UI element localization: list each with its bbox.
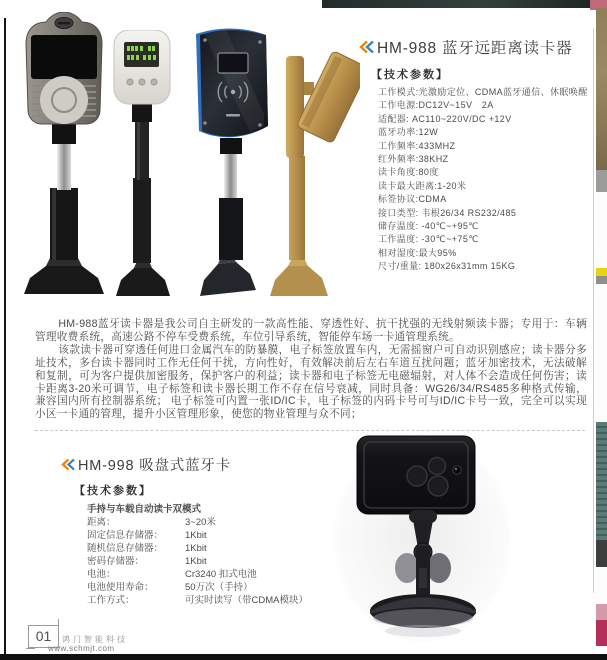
sliver-segment: [596, 192, 607, 268]
spec-value: 1Kbit: [185, 556, 207, 567]
spec-row: [87, 568, 350, 581]
product-gallery: [20, 8, 365, 298]
spec-row: [87, 529, 350, 542]
spec-value: 1Kbit: [185, 543, 207, 554]
spec-line: 尺寸/重量: 180x26x31mm 15KG: [378, 261, 516, 272]
hm988-description: [35, 318, 587, 421]
hm988-title-row: [358, 36, 593, 58]
spec-row: [87, 542, 350, 555]
product-intro-paragraph: HM-988蓝牙读卡器是我公司自主研发的一款高性能、穿透性好、抗干扰强的无线射频读卡器；专用于：车辆管理收费系统，高速公路不停车受费系统，车位引导系统，智能停车场一卡通管理系统。: [35, 318, 587, 343]
hm998-title-row: [60, 454, 350, 475]
double-chevron-icon: [60, 458, 75, 471]
hm998-params-heading: 【技术参数】: [74, 485, 152, 497]
spec-row: [87, 516, 350, 529]
photo-hm998-suction-card: [333, 428, 511, 642]
hm998-title: HM-998 吸盘式蓝牙卡: [78, 458, 231, 474]
sliver-segment: [596, 422, 607, 540]
spec-line: 标签协议:CDMA: [378, 194, 447, 205]
sliver-segment: [596, 604, 607, 620]
website-url: www.schmjt.com: [48, 644, 115, 653]
sliver-segment: [596, 620, 607, 646]
spec-value: 50万次（手持）: [185, 582, 253, 593]
spec-label: 随机信息存储器：: [87, 543, 164, 554]
spec-line: 工作电源:DC12V~15V 2A: [378, 100, 494, 111]
sliver-segment: [596, 567, 607, 604]
photo-hm988-reader-gray: [22, 12, 106, 296]
spec-label: 距离：: [87, 517, 116, 528]
spec-value: Cr3240 扣式电池: [185, 569, 257, 580]
sliver-segment: [596, 8, 607, 170]
hm988-params-heading: 【技术参数】: [371, 69, 449, 81]
sliver-segment: [596, 170, 607, 192]
spec-line: 工作频率:433MHZ: [378, 140, 456, 151]
spec-label: 电池使用寿命：: [87, 582, 154, 593]
hm998-section: [60, 454, 350, 607]
spec-line: 读卡角度:80度: [378, 167, 439, 178]
hm988-spec-list: [378, 86, 593, 274]
spec-line: 蓝牙功率:12W: [378, 127, 439, 138]
spec-label: 电池：: [87, 569, 116, 580]
company-name: 鸿门智能科技: [62, 635, 128, 644]
spec-label: 工作方式：: [87, 595, 135, 606]
photo-hm988-reader-gold: [268, 36, 360, 300]
spec-value: 可实时读写（带CDMA模块）: [185, 595, 308, 606]
double-chevron-icon: [358, 40, 374, 54]
page-number-box: 01: [28, 625, 59, 648]
spec-line: 工作温度: -30℃~+75℃: [378, 234, 479, 245]
spec-line: 读卡最大距离:1-20米: [378, 180, 467, 191]
photo-hm988-reader-white-display: [112, 30, 174, 298]
sliver-segment: [596, 284, 607, 422]
sliver-segment: [596, 268, 607, 276]
sliver-segment: [596, 540, 607, 567]
sliver-segment: [596, 276, 607, 284]
photo-hm988-reader-black-panel: [192, 26, 272, 300]
bottom-edge-rule: [0, 654, 607, 660]
spec-value: 3~20米: [185, 517, 216, 528]
hm998-spec-list: [87, 503, 350, 607]
spec-label: 固定信息存储器：: [87, 530, 164, 541]
spec-line: 适配器: AC110~220V/DC +12V: [378, 113, 512, 124]
spec-label: 密码存储器：: [87, 556, 145, 567]
spec-line: 相对湿度:最大95%: [378, 247, 457, 258]
spec-row: [87, 581, 350, 594]
spec-line: 红外频率:38KHZ: [378, 154, 449, 165]
footer-line: [26, 648, 35, 649]
spec-line: 工作模式:光激励定位、CDMA蓝牙通信、休眠唤醒: [378, 87, 588, 97]
product-detail-paragraph: 该款读卡器可穿透任何进口金属汽车的防暴膜，电子标签放置车内，无需摇窗户可自动识别感应；读卡器分多址技术，多台读卡器同时工作无任何干扰，方向性好，有效解决前后左右车道互扰问题；蓝牙加密技术，无法破解和复制，可为客户提供加密服务，保护客户的利益；读卡器和电子标签无电磁辐射，对人体不会造成任何伤害；读卡距离3-20米可调节，电子标签和读卡器长期工作不存在信号衰减，同时具备：WG26/34/RS485多种格式传输，兼容国内所有控制器系统； 电子标签可内置一张ID/IC卡，电子标签的内码卡号可与ID/IC卡号一致，完全可以实现小区一卡通的管理，提升小区管理形象，使您的物业管理与众不同；: [35, 343, 588, 421]
page-edge-line: [593, 28, 594, 593]
adjacent-page-sliver: [596, 8, 607, 654]
hm988-title: HM-988 蓝牙远距离读卡器: [377, 40, 573, 57]
spec-line: 接口类型: 韦根26/34 RS232/485: [378, 207, 517, 218]
spec-row: [87, 594, 350, 607]
hm998-mode-line: 手持与车载自动读卡双模式: [87, 504, 202, 515]
hm988-section: [358, 36, 593, 274]
top-edge-photo-strip: [322, 0, 592, 8]
spec-value: 1Kbit: [185, 530, 207, 541]
left-edge-rule: [4, 18, 6, 654]
spec-row: [87, 555, 350, 568]
spec-line: 储存温度: -40℃~+95℃: [378, 221, 479, 232]
